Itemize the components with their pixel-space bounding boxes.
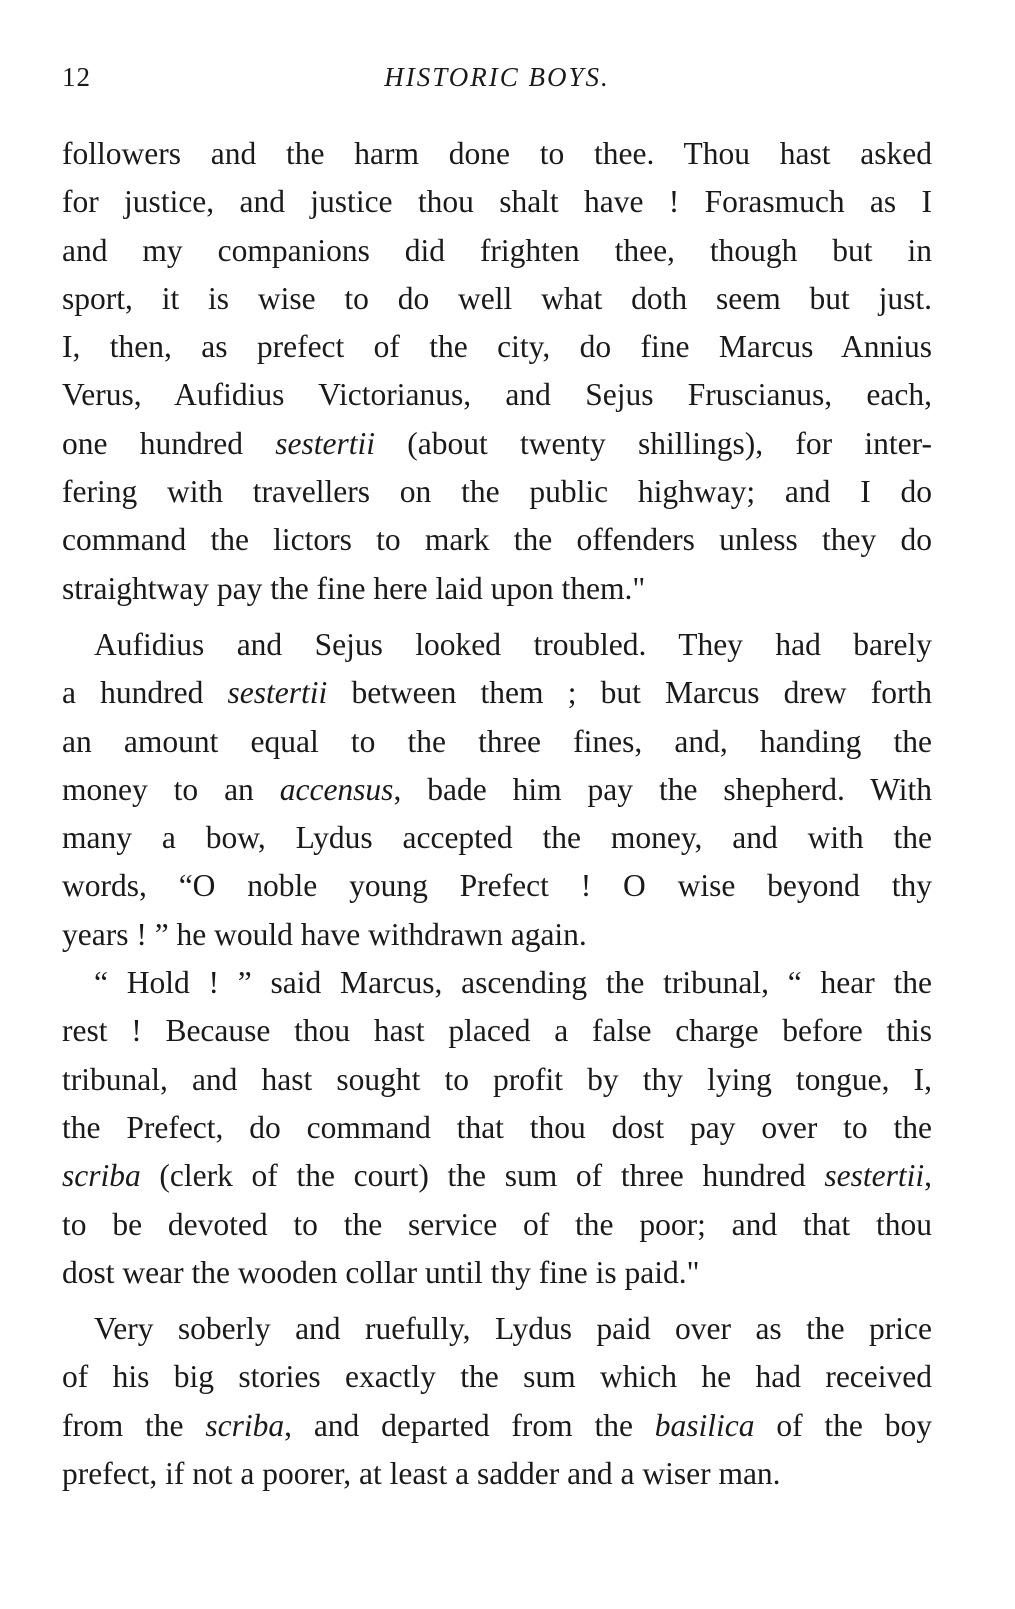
text-run: an amount equal to the three fines, and, handing the [62, 723, 932, 759]
text-line [62, 621, 932, 669]
text-run: dost wear the wooden collar until thy fine is paid." [62, 1254, 700, 1290]
page-number: 12 [62, 62, 91, 92]
text-run: the Prefect, do command that thou dost pay over to the [62, 1109, 932, 1145]
text-line [62, 1353, 932, 1401]
text-run: , bade him pay the shepherd. With [393, 771, 933, 807]
text-line [62, 669, 932, 717]
text-line [62, 227, 932, 275]
text-run: , and departed from the [284, 1407, 655, 1443]
text-run: for justice, and justice thou shalt have ! Forasmuch as I [62, 184, 932, 220]
italic-term: accensus [279, 771, 394, 807]
text-line [62, 420, 932, 468]
text-run: of the boy [754, 1407, 932, 1443]
text-run: Very soberly and ruefully, Lydus paid over as the price [94, 1311, 932, 1347]
text-run: one hundred [62, 425, 276, 461]
text-line [62, 178, 932, 226]
text-run: command the lictors to mark the offenders unless they do [62, 522, 932, 558]
text-line [62, 1305, 932, 1353]
text-run: and my companions did frighten thee, though but in [62, 232, 932, 268]
text-run: sport, it is wise to do well what doth seem but just. [62, 280, 932, 316]
italic-term: basilica [654, 1407, 755, 1443]
text-line [62, 1152, 932, 1200]
text-line [62, 468, 932, 516]
text-run: Aufidius and Sejus looked troubled. They had barely [94, 626, 932, 662]
paragraph-gap [62, 1297, 932, 1305]
italic-term: sestertii [824, 1158, 925, 1194]
text-run: prefect, if not a poorer, at least a sadder and a wiser man. [62, 1456, 781, 1492]
text-line [62, 323, 932, 371]
text-run: words, “O noble young Prefect ! O wise beyond thy [62, 868, 932, 904]
text-run: rest ! Because thou hast placed a false charge before this [62, 1013, 932, 1049]
text-run: to be devoted to the service of the poor; and that thou [62, 1206, 932, 1242]
text-line [62, 718, 932, 766]
text-line [62, 1007, 932, 1055]
text-run: of his big stories exactly the sum which he had received [62, 1359, 932, 1395]
text-run: from the [62, 1407, 206, 1443]
text-run: straightway pay the fine here laid upon them." [62, 570, 646, 606]
text-line [62, 565, 932, 613]
text-line [62, 1450, 932, 1498]
text-run: followers and the harm done to thee. Thou hast asked [62, 136, 932, 171]
text-line [62, 371, 932, 419]
text-line [62, 130, 932, 178]
italic-term: sestertii [227, 675, 328, 711]
italic-term: sestertii [275, 425, 375, 461]
running-title: HISTORIC BOYS. [384, 62, 610, 92]
text-run: between them ; but Marcus drew forth [327, 675, 933, 711]
text-run: years ! ” he would have withdrawn again. [62, 916, 587, 952]
text-line [62, 1201, 932, 1249]
text-line [62, 1056, 932, 1104]
text-run: “ Hold ! ” said Marcus, ascending the tribunal, “ hear the [94, 965, 932, 1001]
text-line [62, 959, 932, 1007]
text-line [62, 911, 932, 959]
running-head [62, 62, 932, 102]
paragraph [62, 959, 932, 1297]
text-run: money to an [62, 771, 280, 807]
italic-term: scriba [205, 1407, 285, 1443]
text-run: fering with travellers on the public highway; and I do [62, 474, 932, 510]
text-run: a hundred [62, 675, 228, 711]
italic-term: scriba [62, 1158, 141, 1194]
text-line [62, 1249, 932, 1297]
text-run: I, then, as prefect of the city, do fine Marcus Annius [62, 329, 932, 365]
text-run: (clerk of the court) the sum of three hundred [140, 1158, 825, 1194]
paragraph [62, 621, 932, 959]
paragraph [62, 130, 932, 613]
text-line [62, 862, 932, 910]
text-line [62, 1402, 932, 1450]
text-line [62, 766, 932, 814]
body-text [62, 130, 932, 1498]
text-run: (about twenty shillings), for inter- [375, 425, 932, 461]
text-run: Verus, Aufidius Victorianus, and Sejus Fruscianus, each, [62, 377, 932, 413]
text-line [62, 275, 932, 323]
paragraph-gap [62, 613, 932, 621]
text-run: tribunal, and hast sought to profit by thy lying tongue, I, [62, 1061, 932, 1097]
text-line [62, 516, 932, 564]
text-line [62, 814, 932, 862]
text-run: many a bow, Lydus accepted the money, and with the [62, 820, 932, 856]
text-line [62, 1104, 932, 1152]
text-run: , [924, 1158, 932, 1194]
paragraph [62, 1305, 932, 1498]
